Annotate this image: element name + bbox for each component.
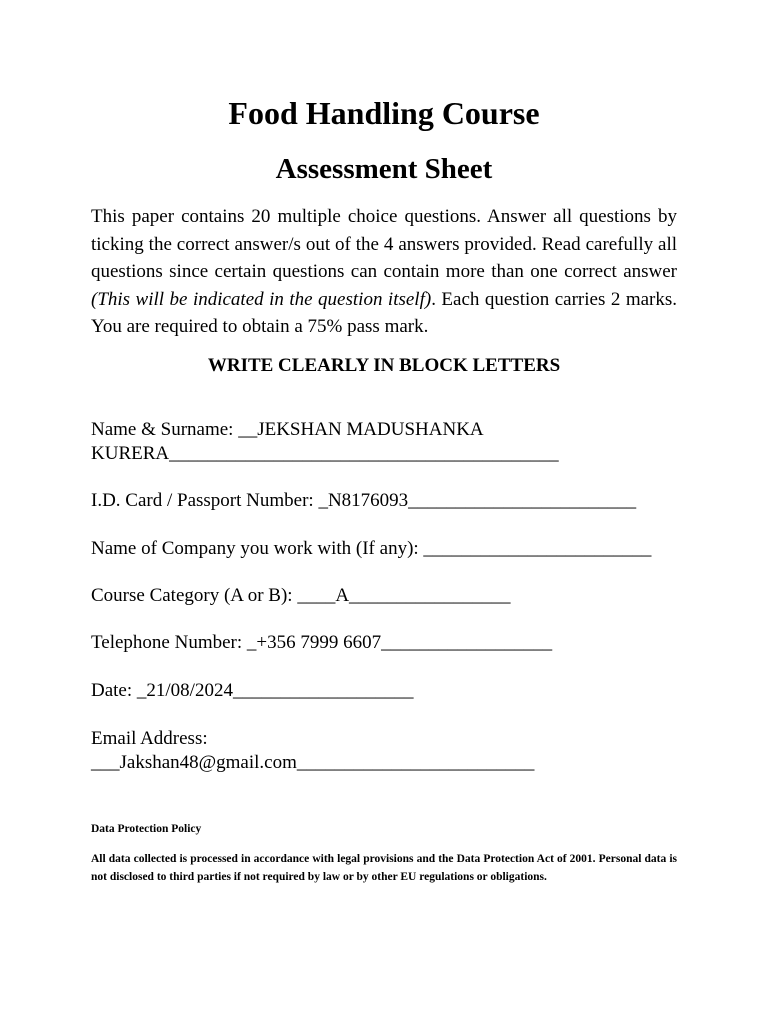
instructions-italic-note: (This will be indicated in the question itself)	[91, 288, 432, 310]
email-value: ___Jakshan48@gmail.com_________________________	[91, 752, 535, 773]
telephone-field	[91, 631, 691, 655]
document-subtitle: Assessment Sheet	[275, 153, 493, 185]
data-protection-heading: Data Protection Policy	[91, 823, 202, 835]
course-category-field	[91, 584, 691, 608]
data-protection-body: All data collected is processed in accordance with legal provisions and the Data Protection Act of 2001. Personal data is not disclosed to third parties if not required by law or by other EU regulations or obligations.	[91, 853, 677, 883]
email-label: Email Address:	[91, 728, 208, 749]
document-title: Food Handling Course	[228, 95, 540, 131]
name-surname-line1: Name & Surname: __JEKSHAN MADUSHANKA	[91, 419, 484, 440]
company-text: Name of Company you work with (If any): ________________________	[91, 538, 652, 559]
course-category-text: Course Category (A or B): ____A_________________	[91, 585, 511, 606]
block-letters-notice: WRITE CLEARLY IN BLOCK LETTERS	[207, 355, 561, 376]
email-field	[91, 727, 691, 775]
date-text: Date: _21/08/2024___________________	[91, 680, 414, 701]
id-passport-field	[91, 489, 691, 513]
name-surname-line2: KURERA_________________________________________	[91, 443, 559, 464]
instructions-paragraph	[91, 203, 677, 341]
id-passport-text: I.D. Card / Passport Number: _N8176093________________________	[91, 490, 637, 511]
telephone-text: Telephone Number: _+356 7999 6607__________________	[91, 632, 553, 653]
company-field	[91, 537, 691, 561]
instructions-text-part2: . Each question carries 2 marks. You are required to obtain a 75% pass mark.	[91, 288, 678, 337]
name-surname-field	[91, 418, 691, 466]
date-field	[91, 679, 691, 703]
instructions-text-part1: This paper contains 20 multiple choice questions. Answer all questions by ticking the correct answer/s out of the 4 answers provided. Read carefully all questions since certain questions can contain more than one correct answer	[91, 206, 677, 282]
